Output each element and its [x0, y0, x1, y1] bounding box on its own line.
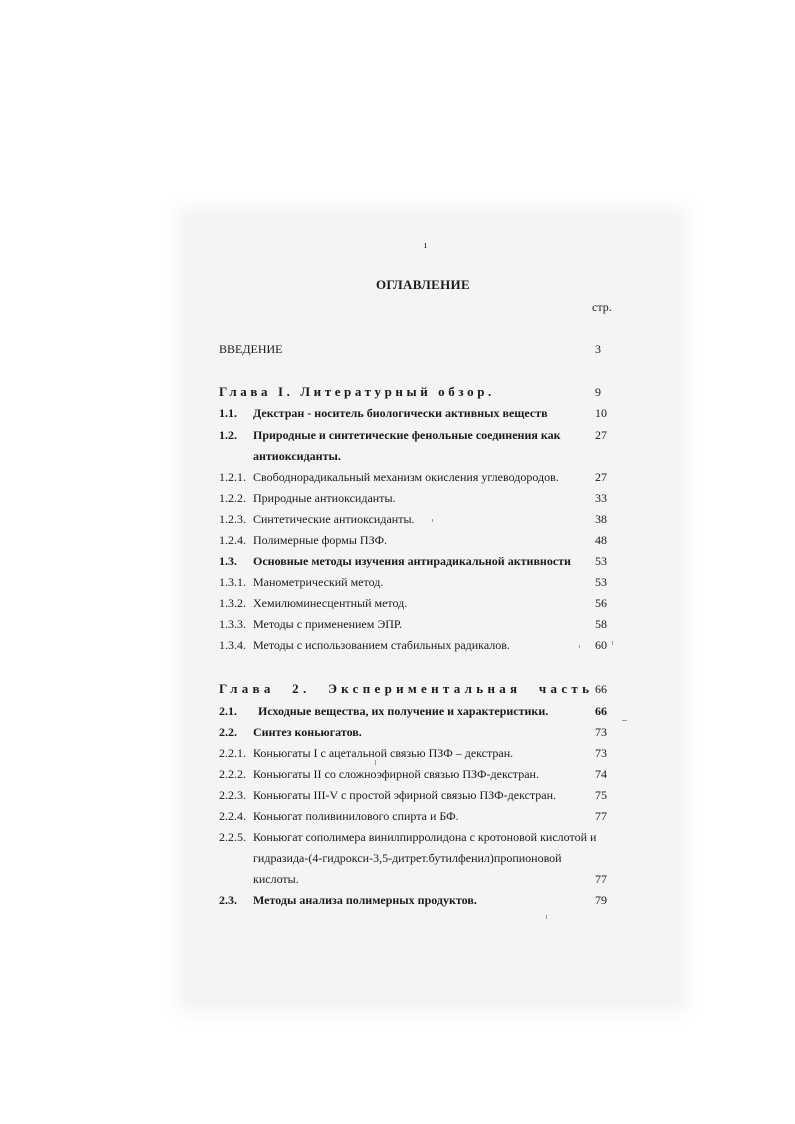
toc-entry-page: 56: [595, 596, 607, 610]
toc-entry-page: 10: [595, 406, 607, 420]
toc-entry-page: 53: [595, 554, 607, 568]
toc-entry-text: Методы с использованием стабильных радикалов.: [253, 638, 510, 652]
toc-entry-page: 73: [595, 725, 607, 739]
toc-entry-number: 2.2.2.: [219, 767, 246, 781]
toc-entry-text-continued: антиоксиданты.: [253, 449, 341, 463]
toc-entry-number: 1.3.: [219, 554, 237, 568]
toc-entry-page: 79: [595, 893, 607, 907]
toc-entry-page: 27: [595, 428, 607, 442]
toc-entry-page: 53: [595, 575, 607, 589]
toc-entry-page: 77: [595, 872, 607, 886]
scan-speck: [622, 720, 627, 721]
scan-speck: [432, 519, 433, 522]
toc-entry-number: 2.2.4.: [219, 809, 246, 823]
toc-entry-number: 2.2.: [219, 725, 237, 739]
toc-entry-number: 2.2.3.: [219, 788, 246, 802]
chapter-1-title: Глава I. Литературный обзор.: [219, 384, 495, 399]
toc-entry-text: Хемилюминесцентный метод.: [253, 596, 408, 610]
toc-entry-number: 2.2.5.: [219, 830, 246, 844]
toc-entry-page: 33: [595, 491, 607, 505]
toc-entry-number: 2.2.1.: [219, 746, 246, 760]
scan-speck: [579, 645, 580, 648]
toc-entry-text: Синтетические антиоксиданты.: [253, 512, 415, 526]
scan-speck: [375, 760, 376, 765]
toc-entry-text: Полимерные формы ПЗФ.: [253, 533, 388, 547]
toc-entry-text: Природные и синтетические фенольные соединения как: [253, 428, 561, 442]
toc-entry-page: 27: [595, 470, 607, 484]
toc-entry-page: 77: [595, 809, 607, 823]
toc-entry-page: 73: [595, 746, 607, 760]
toc-entry-number: 1.2.3.: [219, 512, 246, 526]
toc-entry-text: Манометрический метод.: [253, 575, 384, 589]
toc-entry-text: Коньюгат поливинилового спирта и БФ.: [253, 809, 459, 823]
toc-entry-number: 1.3.1.: [219, 575, 246, 589]
scan-speck: [546, 915, 547, 919]
toc-entry-text: Декстран - носитель биологически активных веществ: [253, 406, 548, 420]
page-column-label: стр.: [592, 300, 612, 314]
toc-entry-page: 75: [595, 788, 607, 802]
page-number-mark: ı: [424, 240, 427, 251]
toc-entry-page: 74: [595, 767, 607, 781]
toc-entry-page: 66: [595, 704, 607, 718]
toc-intro-page: 3: [595, 342, 601, 356]
toc-entry-text: Свободнорадикальный механизм окисления углеводородов.: [253, 470, 559, 484]
page-title: ОГЛАВЛЕНИЕ: [376, 277, 470, 292]
toc-entry-text-continued: гидразида-(4-гидрокси-3,5-дитрет.бутилфенил)пропионовой: [253, 851, 562, 865]
toc-entry-text: Коньюгат сополимера винилпирролидона с кротоновой кислотой и: [253, 830, 597, 844]
toc-entry-page: 60: [595, 638, 607, 652]
toc-entry-text: Исходные вещества, их получение и характеристики.: [258, 704, 549, 718]
toc-entry-page: 58: [595, 617, 607, 631]
toc-entry-page: 48: [595, 533, 607, 547]
toc-entry-text: Основные методы изучения антирадикальной активности: [253, 554, 571, 568]
toc-entry-text: Природные антиоксиданты.: [253, 491, 396, 505]
toc-intro-label: ВВЕДЕНИЕ: [219, 342, 283, 356]
toc-entry-page: 38: [595, 512, 607, 526]
toc-entry-number: 1.3.2.: [219, 596, 246, 610]
toc-entry-number: 1.2.: [219, 428, 237, 442]
toc-entry-number: 1.2.1.: [219, 470, 246, 484]
chapter-2-title: Глава 2. Экспериментальная часть: [219, 681, 594, 696]
toc-entry-text: Коньюгаты I с ацетальной связью ПЗФ – декстран.: [253, 746, 514, 760]
toc-entry-number: 1.1.: [219, 406, 237, 420]
toc-entry-number: 1.3.4.: [219, 638, 246, 652]
chapter-1-page: 9: [595, 385, 601, 399]
toc-entry-number: 1.2.4.: [219, 533, 246, 547]
toc-entry-number: 1.3.3.: [219, 617, 246, 631]
toc-entry-text: Коньюгаты II со сложноэфирной связью ПЗФ-декстран.: [253, 767, 539, 781]
toc-entry-text: Методы анализа полимерных продуктов.: [253, 893, 477, 907]
chapter-2-page: 66: [595, 682, 607, 696]
toc-entry-number: 2.1.: [219, 704, 237, 718]
toc-entry-number: 2.3.: [219, 893, 237, 907]
toc-entry-number: 1.2.2.: [219, 491, 246, 505]
toc-entry-text: Синтез коньюгатов.: [253, 725, 362, 739]
scan-speck: [612, 641, 613, 645]
toc-entry-text-continued: кислоты.: [253, 872, 299, 886]
toc-entry-text: Коньюгаты III-V с простой эфирной связью ПЗФ-декстран.: [253, 788, 557, 802]
toc-entry-text: Методы с применением ЭПР.: [253, 617, 403, 631]
